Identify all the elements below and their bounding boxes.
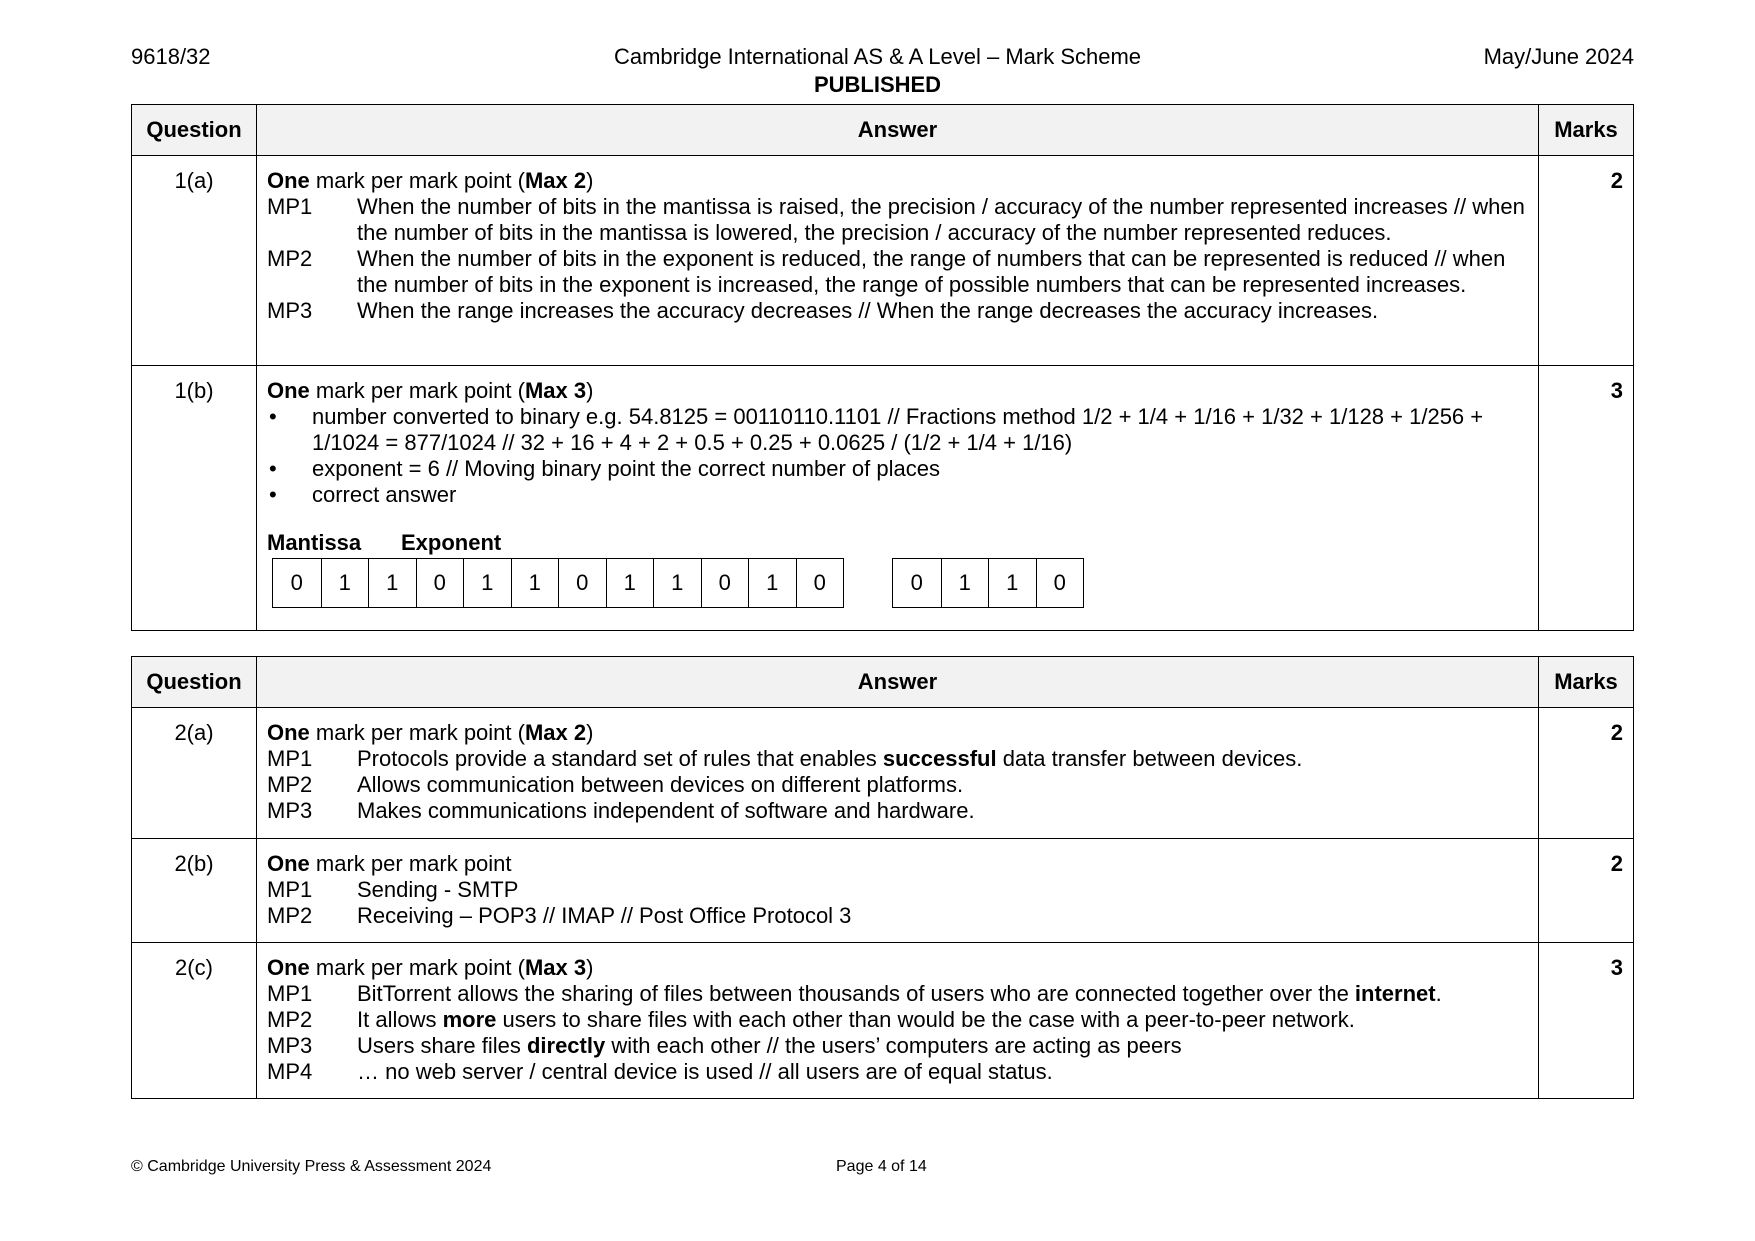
question-column-header: Question bbox=[132, 105, 257, 156]
text-part: Users share files bbox=[357, 1033, 527, 1058]
mark-point-label: MP2 bbox=[267, 903, 313, 928]
bit-cell: 0 bbox=[796, 559, 844, 607]
bullet-text: exponent = 6 // Moving binary point the correct number of places bbox=[312, 456, 940, 481]
emphasis: internet bbox=[1354, 981, 1436, 1006]
question-id: 2(a) bbox=[132, 708, 257, 839]
mark-point-text bbox=[357, 1007, 1528, 1033]
text-part: . bbox=[1435, 981, 1442, 1006]
intro-text: mark per mark point ( bbox=[309, 378, 525, 403]
table-row bbox=[132, 708, 1634, 839]
mark-point bbox=[267, 1033, 1528, 1059]
intro-bold: One bbox=[267, 168, 310, 193]
bullet-text: number converted to binary e.g. 54.8125 = 00110110.1101 // Fractions method 1/2 + 1/4 + 1/16 + 1/32 + 1/128 + 1/256 + 1/1024 = 877/1024 // 32 + 16 + 4 + 2 + 0.5 + 0.25 + 0.0625 / (1/2 + 1/4 + 1/16) bbox=[312, 404, 1484, 455]
mark-point bbox=[267, 798, 1528, 824]
mark-point-text: Receiving – POP3 // IMAP // Post Office Protocol 3 bbox=[357, 903, 852, 928]
question-id: 2(b) bbox=[132, 839, 257, 943]
mantissa-bits bbox=[272, 558, 844, 608]
text-part: with each other // the users’ computers are acting as peers bbox=[605, 1033, 1182, 1058]
text-part: data transfer between devices. bbox=[996, 746, 1303, 771]
mark-point-text: Allows communication between devices on different platforms. bbox=[357, 772, 964, 797]
marks-value: 3 bbox=[1539, 943, 1634, 1099]
intro-bold: One bbox=[267, 378, 310, 403]
mark-point-text: When the number of bits in the mantissa is raised, the precision / accuracy of the number represented increases // when the number of bits in the mantissa is lowered, the precision / accuracy of the number represented reduces. bbox=[357, 194, 1525, 245]
marks-value: 2 bbox=[1539, 708, 1634, 839]
intro-max: Max 3 bbox=[524, 378, 587, 403]
intro-close: ) bbox=[586, 720, 594, 745]
bullet-point bbox=[267, 456, 1528, 482]
mark-point bbox=[267, 298, 1528, 324]
question-id: 1(a) bbox=[132, 156, 257, 366]
bit-cell: 1 bbox=[511, 559, 559, 607]
document-title: Cambridge International AS & A Level – Mark Scheme bbox=[613, 44, 1142, 69]
mark-point bbox=[267, 981, 1528, 1007]
mark-point bbox=[267, 903, 1528, 929]
bit-cell: 1 bbox=[321, 559, 369, 607]
mark-point-label: MP2 bbox=[267, 1007, 313, 1032]
text-part: users to share files with each other than would be the case with a peer-to-peer network. bbox=[496, 1007, 1355, 1032]
mark-point-text bbox=[357, 981, 1528, 1007]
marking-instruction bbox=[267, 720, 1528, 746]
mark-point bbox=[267, 772, 1528, 798]
intro-close: ) bbox=[586, 378, 594, 403]
bullet-point bbox=[267, 482, 1528, 508]
bit-labels bbox=[267, 530, 1528, 556]
mark-point-text: Makes communications independent of software and hardware. bbox=[357, 798, 975, 823]
marking-instruction bbox=[267, 851, 1528, 877]
emphasis: successful bbox=[882, 746, 997, 771]
page-number: Page 4 of 14 bbox=[836, 1158, 927, 1175]
bit-cell: 0 bbox=[701, 559, 749, 607]
mark-point bbox=[267, 877, 1528, 903]
question-id: 2(c) bbox=[132, 943, 257, 1099]
answer-column-header: Answer bbox=[257, 105, 1539, 156]
published-label: PUBLISHED bbox=[813, 72, 942, 97]
bit-cell: 0 bbox=[290, 570, 303, 595]
marking-instruction bbox=[267, 955, 1528, 981]
table-row bbox=[132, 366, 1634, 631]
text-part: BitTorrent allows the sharing of files between thousands of users who are connected together over the bbox=[357, 981, 1355, 1006]
bit-cell: 0 bbox=[1036, 559, 1084, 607]
mark-point bbox=[267, 1059, 1528, 1085]
intro-text: mark per mark point bbox=[309, 851, 512, 876]
answer-cell bbox=[257, 156, 1539, 366]
bit-cell: 1 bbox=[606, 559, 654, 607]
table-row bbox=[132, 156, 1634, 366]
intro-bold: One bbox=[267, 851, 310, 876]
copyright-notice: © Cambridge University Press & Assessment 2024 bbox=[131, 1158, 492, 1175]
bit-cell: 1 bbox=[988, 559, 1036, 607]
mark-point-label: MP3 bbox=[267, 798, 313, 823]
mark-scheme-table-q1 bbox=[131, 104, 1634, 631]
question-column-header: Question bbox=[132, 657, 257, 708]
mark-point-label: MP1 bbox=[267, 877, 313, 902]
intro-max: Max 2 bbox=[524, 720, 587, 745]
emphasis: more bbox=[442, 1007, 497, 1032]
bullet-point bbox=[267, 404, 1528, 456]
intro-bold: One bbox=[267, 955, 310, 980]
marking-instruction bbox=[267, 378, 1528, 404]
intro-close: ) bbox=[586, 955, 594, 980]
intro-text: mark per mark point ( bbox=[309, 720, 525, 745]
mark-scheme-table-q2 bbox=[131, 656, 1634, 1099]
mark-point-text: When the number of bits in the exponent is reduced, the range of numbers that can be represented is reduced // when the number of bits in the exponent is increased, the range of possible numbers that can be represented increases. bbox=[357, 246, 1506, 297]
mark-point-label: MP2 bbox=[267, 772, 313, 797]
marks-column-header: Marks bbox=[1539, 657, 1634, 708]
table-row bbox=[132, 839, 1634, 943]
exam-session: May/June 2024 bbox=[1483, 44, 1634, 69]
mark-point-label: MP3 bbox=[267, 1033, 313, 1058]
intro-close: ) bbox=[586, 168, 594, 193]
marks-value: 3 bbox=[1539, 366, 1634, 631]
bit-cell: 1 bbox=[941, 559, 989, 607]
bit-cell: 0 bbox=[910, 570, 923, 595]
answer-cell bbox=[257, 366, 1539, 631]
table-row bbox=[132, 943, 1634, 1099]
answer-cell bbox=[257, 839, 1539, 943]
mark-point-label: MP2 bbox=[267, 246, 313, 271]
intro-max: Max 3 bbox=[524, 955, 587, 980]
exponent-label: Exponent bbox=[401, 530, 502, 555]
mark-point bbox=[267, 246, 1528, 298]
mark-point bbox=[267, 1007, 1528, 1033]
bit-cell: 1 bbox=[653, 559, 701, 607]
mark-point-text bbox=[357, 1033, 1528, 1059]
intro-text: mark per mark point ( bbox=[309, 955, 525, 980]
emphasis: directly bbox=[526, 1033, 606, 1058]
table-header-row bbox=[132, 657, 1634, 708]
bullet-text: correct answer bbox=[312, 482, 457, 507]
answer-cell bbox=[257, 943, 1539, 1099]
table-header-row bbox=[132, 105, 1634, 156]
bit-cell: 0 bbox=[558, 559, 606, 607]
marking-instruction bbox=[267, 168, 1528, 194]
bit-cell: 0 bbox=[416, 559, 464, 607]
mark-point-label: MP1 bbox=[267, 981, 313, 1006]
intro-text: mark per mark point ( bbox=[309, 168, 525, 193]
mark-point-label: MP1 bbox=[267, 194, 313, 219]
text-part: Protocols provide a standard set of rules that enables bbox=[357, 746, 883, 771]
answer-column-header: Answer bbox=[257, 657, 1539, 708]
mark-point-label: MP1 bbox=[267, 746, 313, 771]
mark-point bbox=[267, 194, 1528, 246]
mark-point-label: MP4 bbox=[267, 1059, 313, 1084]
bullet-icon: • bbox=[269, 456, 277, 481]
text-part: It allows bbox=[357, 1007, 443, 1032]
binary-answer bbox=[272, 558, 1528, 608]
mark-point-text bbox=[357, 746, 1528, 772]
bullet-icon: • bbox=[269, 404, 277, 429]
intro-bold: One bbox=[267, 720, 310, 745]
mark-point-label: MP3 bbox=[267, 298, 313, 323]
bit-cell: 1 bbox=[748, 559, 796, 607]
bit-cell: 1 bbox=[463, 559, 511, 607]
answer-cell bbox=[257, 708, 1539, 839]
exponent-bits bbox=[892, 558, 1084, 608]
question-id: 1(b) bbox=[132, 366, 257, 631]
mantissa-label: Mantissa bbox=[267, 530, 362, 555]
paper-code: 9618/32 bbox=[131, 44, 211, 69]
mark-point bbox=[267, 746, 1528, 772]
marks-column-header: Marks bbox=[1539, 105, 1634, 156]
bit-cell: 1 bbox=[368, 559, 416, 607]
marks-value: 2 bbox=[1539, 156, 1634, 366]
mark-point-text: Sending - SMTP bbox=[357, 877, 519, 902]
mark-point-text: When the range increases the accuracy decreases // When the range decreases the accuracy increases. bbox=[357, 298, 1379, 323]
marks-value: 2 bbox=[1539, 839, 1634, 943]
mark-point-text: … no web server / central device is used // all users are of equal status. bbox=[357, 1059, 1053, 1084]
bullet-icon: • bbox=[269, 482, 277, 507]
intro-max: Max 2 bbox=[524, 168, 587, 193]
